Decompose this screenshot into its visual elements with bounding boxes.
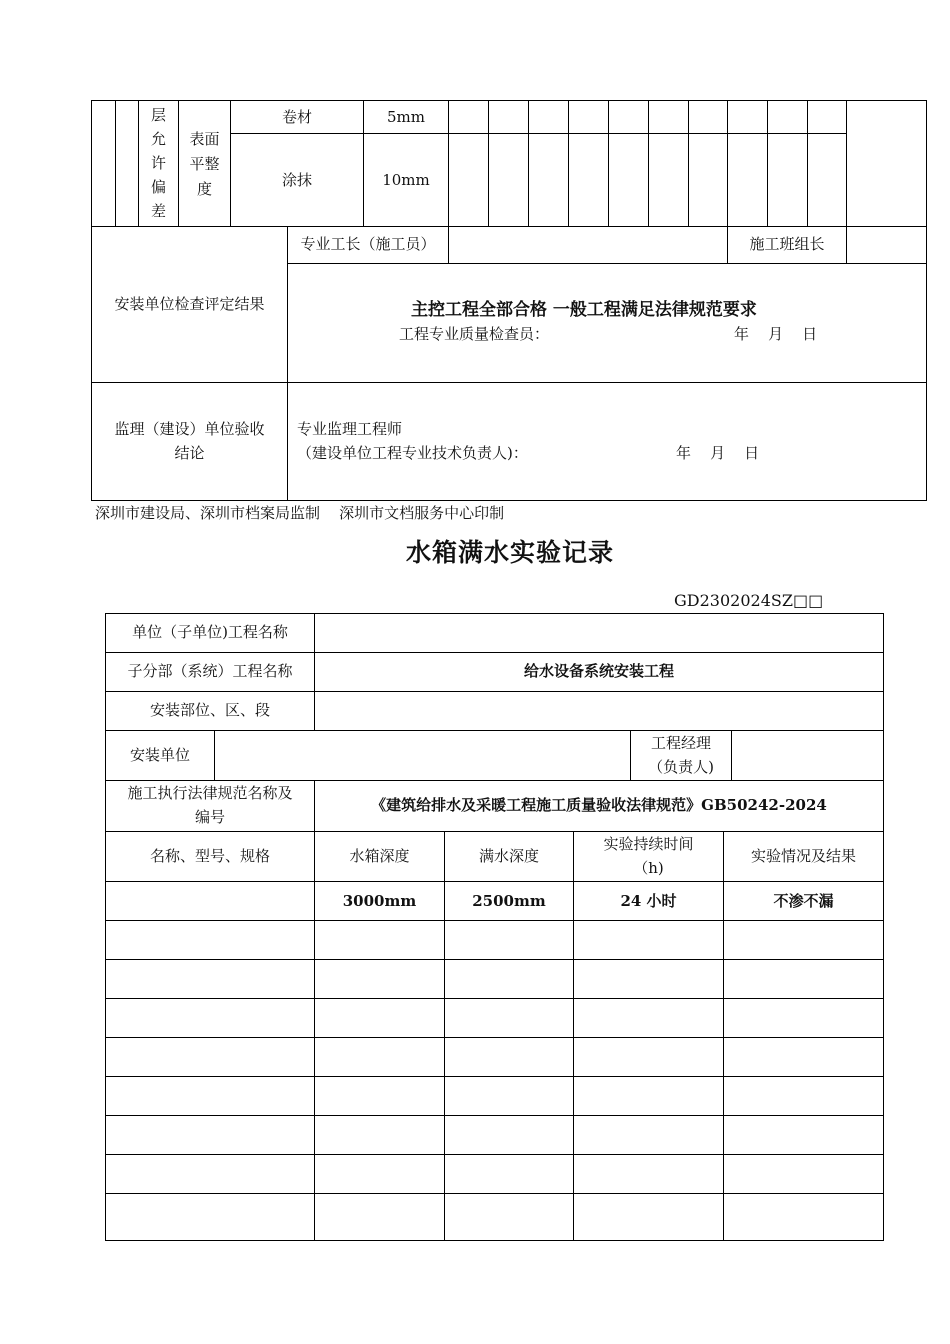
standard-label: 施工执行法律规范名称及 (127, 784, 293, 802)
form-title: 水箱满水实验记录 (405, 538, 614, 567)
standard-value: 《建筑给排水及采暖工程施工质量验收法律规范》GB50242-2024 (371, 796, 827, 814)
col-header-result: 实验情况及结果 (750, 847, 856, 865)
col-header-duration: 实验持续时间 (603, 835, 694, 853)
install-check-result: 主控工程全部合格 一般工程满足法律规范要求 (411, 300, 757, 320)
table-cell: 24 小时 (620, 892, 677, 910)
standard-label-2: 编号 (194, 808, 225, 826)
table-cell: 2500mm (472, 892, 546, 910)
sub-division-value: 给水设备系统安装工程 (523, 662, 674, 680)
col-header-tank-depth: 水箱深度 (349, 847, 410, 865)
project-manager-label-2: （负责人) (648, 758, 714, 776)
sub-division-label: 子分部（系统）工程名称 (127, 662, 293, 680)
team-leader-label: 施工班组长 (749, 235, 825, 253)
col-header-fill-depth: 满水深度 (478, 847, 539, 865)
supervision-label-2: 结论 (174, 444, 205, 462)
owner-tech-lead: （建设单位工程专业技术负责人)： (297, 444, 528, 462)
method-coat: 涂抹 (281, 171, 312, 189)
deviation-side-label: 层 允 许 偏 差 (150, 106, 166, 220)
table-cell: 3000mm (342, 892, 417, 910)
supervision-label: 监理（建设）单位验收 (114, 420, 265, 438)
form-code: GD2302024SZ□□ (674, 591, 824, 610)
install-check-label: 安装单位检查评定结果 (114, 295, 265, 313)
footer-note: 深圳市建设局、深圳市档案局监制 深圳市文档服务中心印制 (95, 504, 505, 522)
install-unit-label: 安装单位 (129, 746, 190, 764)
table-cell: 不渗不漏 (773, 892, 834, 910)
unit-project-label: 单位（子单位)工程名称 (132, 623, 288, 641)
method-roll: 卷材 (281, 108, 312, 126)
inspector-label: 工程专业质量检查员： (399, 325, 550, 343)
flatness-item-label: 表面 平整 度 (189, 130, 220, 198)
supervisor-title: 专业监理工程师 (297, 420, 403, 438)
col-header-duration-unit: （h) (633, 859, 664, 877)
col-header-spec: 名称、型号、规格 (149, 847, 270, 865)
foreman-label: 专业工长（施工员） (300, 235, 436, 253)
project-manager-label: 工程经理 (650, 734, 711, 752)
inspector-date: 年 月 日 (734, 325, 818, 343)
install-location-label: 安装部位、区、段 (149, 701, 270, 719)
value-coat: 10mm (382, 171, 430, 189)
supervision-date: 年 月 日 (676, 444, 760, 462)
value-roll: 5mm (387, 108, 425, 126)
